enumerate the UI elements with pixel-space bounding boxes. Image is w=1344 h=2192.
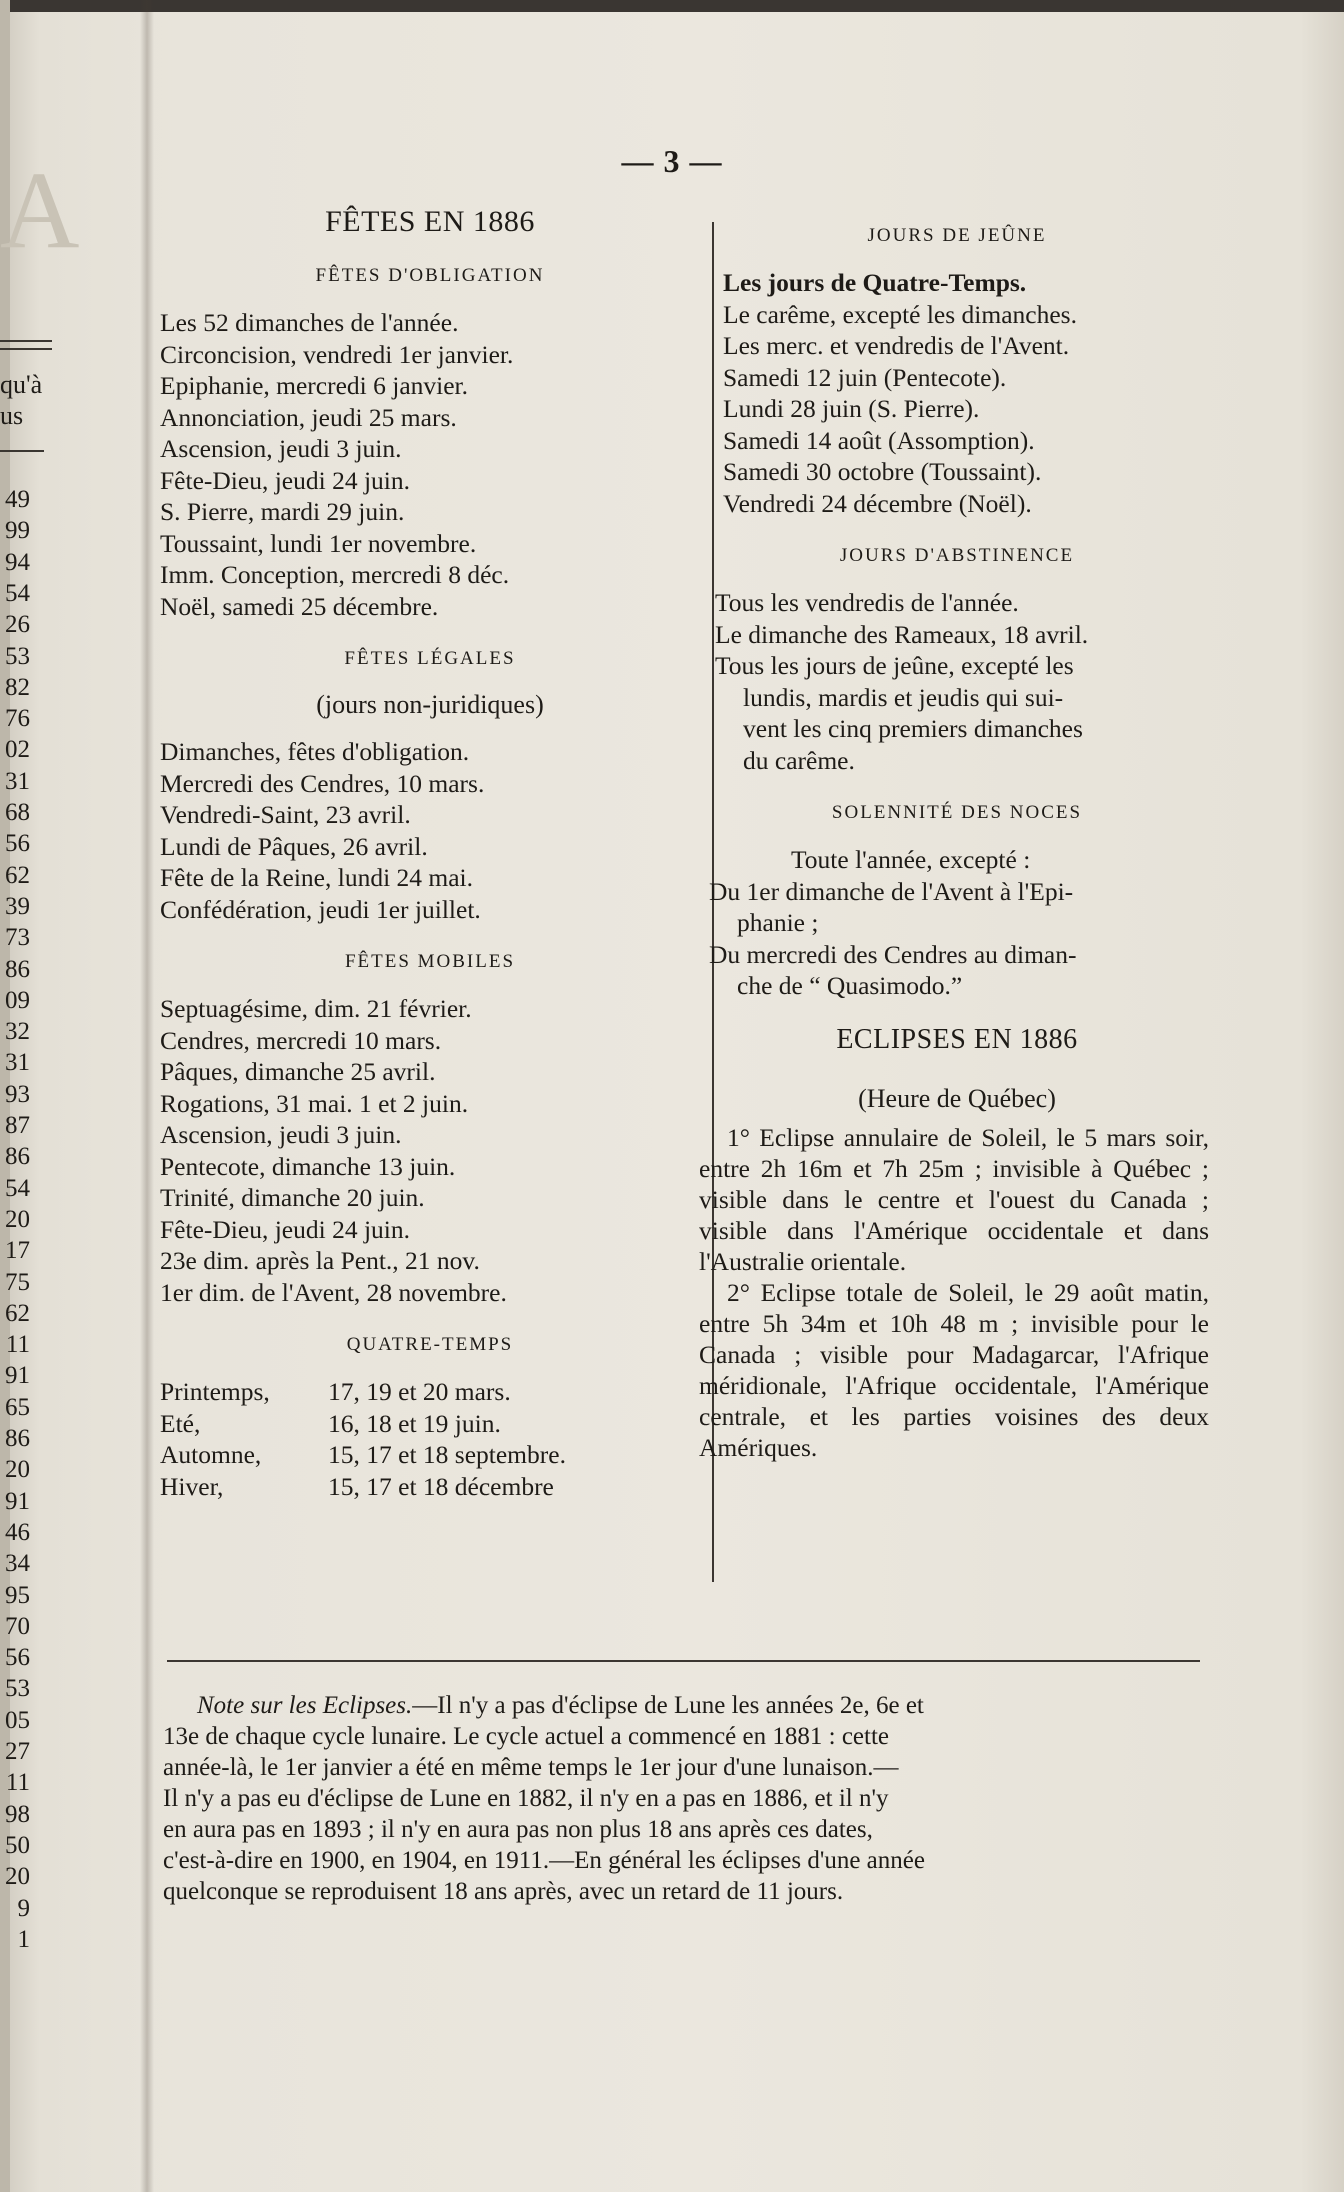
note-line: année-là, le 1er janvier a été en même temps le 1er jour d'une lunaison.—	[163, 1754, 899, 1781]
table-row	[160, 1376, 700, 1408]
list-item: Du 1er dimanche de l'Avent à l'Epi-	[709, 876, 1074, 906]
strip-number: 20	[5, 1456, 30, 1484]
list-item: Ascension, jeudi 3 juin.	[160, 434, 402, 463]
strip-number: 62	[5, 861, 30, 889]
strip-number: 11	[5, 1331, 30, 1359]
page-number: — 3 —	[621, 143, 723, 179]
dates-cell: 15, 17 et 18 décembre	[328, 1471, 554, 1501]
abstinence-heading: JOURS D'ABSTINENCE	[839, 545, 1075, 566]
strip-rule	[0, 340, 52, 342]
strip-number: 05	[5, 1706, 30, 1734]
list-item: phanie ;	[737, 908, 819, 937]
list-item: Tous les jours de jeûne, excepté les	[715, 651, 1074, 680]
strip-number: 31	[5, 1049, 30, 1077]
strip-number: 26	[5, 611, 30, 639]
list-item: Circoncision, vendredi 1er janvier.	[160, 339, 514, 369]
eclipses-subtitle: (Heure de Québec)	[858, 1083, 1056, 1113]
jeune-heading: JOURS DE JEÛNE	[867, 225, 1047, 246]
list-item: Samedi 30 octobre (Toussaint).	[723, 457, 1042, 486]
noces-intro: Toute l'année, excepté :	[791, 845, 1031, 874]
season-cell: Automne,	[160, 1440, 262, 1469]
obligation-heading: FÊTES D'OBLIGATION	[315, 265, 545, 286]
list-item: Trinité, dimanche 20 juin.	[160, 1183, 425, 1212]
previous-page-strip	[0, 0, 80, 2192]
strip-number: 53	[5, 642, 30, 670]
list-item: Le dimanche des Rameaux, 18 avril.	[715, 619, 1089, 649]
section-rule	[167, 1660, 1200, 1662]
page-top-edge	[0, 0, 1344, 12]
strip-number: 54	[5, 579, 30, 607]
list-item: Lundi de Pâques, 26 avril.	[160, 831, 428, 861]
strip-number: 75	[5, 1268, 30, 1296]
list-item: 1er dim. de l'Avent, 28 novembre.	[160, 1277, 507, 1307]
strip-number: 49	[5, 486, 30, 513]
strip-number: 11	[5, 1769, 30, 1797]
list-item: Rogations, 31 mai. 1 et 2 juin.	[160, 1088, 469, 1118]
note-text: —Il n'y a pas d'éclipse de Lune les années 2e, 6e et	[412, 1692, 924, 1719]
list-item: Tous les vendredis de l'année.	[715, 588, 1019, 617]
strip-number: 02	[5, 736, 30, 764]
strip-number: 76	[5, 705, 30, 733]
list-item: Noël, samedi 25 décembre.	[160, 591, 439, 621]
legales-heading: FÊTES LÉGALES	[344, 648, 516, 669]
eclipse-paragraph: 1° Eclipse annulaire de Soleil, le 5 mars soir, entre 2h 16m et 7h 25m ; invisible à Québec ; visible dans le centre et l'ouest du Canada ; visible dans l'Amérique occidentale et dans l'Australie orientale.	[699, 1122, 1209, 1276]
list-item: du carême.	[743, 745, 855, 775]
note-line: 13e de chaque cycle lunaire. Le cycle actuel a commencé en 1881 : cette	[163, 1723, 890, 1750]
page-fold-shadow	[140, 0, 154, 2192]
strip-number: 1	[17, 1925, 30, 1953]
list-item: Annonciation, jeudi 25 mars.	[160, 402, 457, 432]
table-row	[160, 1408, 700, 1440]
eclipses-title: ECLIPSES EN 1886	[836, 1023, 1078, 1055]
strip-number: 70	[5, 1612, 30, 1640]
strip-number: 20	[5, 1205, 30, 1233]
strip-number: 31	[5, 767, 30, 795]
strip-number: 86	[5, 1425, 30, 1452]
dates-cell: 16, 18 et 19 juin.	[328, 1408, 501, 1438]
strip-number: 34	[5, 1550, 30, 1578]
strip-number: 20	[5, 1863, 30, 1891]
strip-rule	[0, 450, 44, 452]
quatre-temps-table	[160, 1376, 700, 1502]
strip-rule	[0, 348, 52, 350]
list-item: S. Pierre, mardi 29 juin.	[160, 497, 405, 526]
dates-cell: 15, 17 et 18 septembre.	[328, 1440, 566, 1469]
list-item: Confédération, jeudi 1er juillet.	[160, 894, 481, 924]
strip-number: 98	[5, 1800, 30, 1828]
list-item: Septuagésime, dim. 21 février.	[160, 994, 472, 1023]
strip-number: 65	[5, 1393, 30, 1421]
note-line: c'est-à-dire en 1900, en 1904, en 1911.—En général les éclipses d'une année	[163, 1847, 925, 1874]
strip-number: 62	[5, 1299, 30, 1327]
obligation-list	[160, 307, 700, 622]
strip-number: 87	[5, 1112, 30, 1139]
strip-number: 86	[5, 955, 30, 983]
strip-text: qu'à	[0, 370, 43, 399]
list-item: Les jours de Quatre-Temps.	[723, 268, 1027, 297]
strip-number: 50	[5, 1831, 30, 1859]
strip-number: 93	[5, 1080, 30, 1108]
list-item: Dimanches, fêtes d'obligation.	[160, 737, 470, 766]
strip-number: 9	[17, 1894, 30, 1922]
list-item: Pentecote, dimanche 13 juin.	[160, 1151, 456, 1181]
season-cell: Hiver,	[160, 1471, 224, 1501]
legales-list	[160, 736, 700, 925]
list-item: Le carême, excepté les dimanches.	[723, 299, 1077, 329]
note-line	[163, 1690, 1203, 1721]
list-item: Samedi 12 juin (Pentecote).	[723, 362, 1007, 392]
note-line: quelconque se reproduisent 18 ans après, avec un retard de 11 jours.	[163, 1878, 844, 1905]
strip-number: 54	[5, 1174, 30, 1202]
list-item: Samedi 14 août (Assomption).	[723, 425, 1035, 455]
table-row	[160, 1471, 700, 1503]
list-item: Fête-Dieu, jeudi 24 juin.	[160, 465, 410, 495]
strip-number: 73	[5, 924, 30, 952]
list-item: Ascension, jeudi 3 juin.	[160, 1120, 402, 1149]
list-item: Imm. Conception, mercredi 8 déc.	[160, 560, 510, 589]
legales-subheading: (jours non-juridiques)	[316, 690, 544, 719]
note-line: Il n'y a pas eu d'éclipse de Lune en 1882, il n'y en a pas en 1886, et il n'y	[163, 1785, 889, 1812]
list-item: 23e dim. après la Pent., 21 nov.	[160, 1246, 480, 1275]
list-item: Lundi 28 juin (S. Pierre).	[723, 394, 980, 423]
bleed-letter: A	[0, 149, 80, 271]
strip-number: 99	[5, 517, 30, 545]
strip-number: 94	[5, 548, 30, 576]
strip-number: 56	[5, 830, 30, 858]
noces-list	[697, 844, 1217, 1002]
note-line: en aura pas en 1893 ; il n'y en aura pas non plus 18 ans après ces dates,	[163, 1816, 873, 1843]
list-item: vent les cinq premiers dimanches	[743, 714, 1083, 743]
strip-number: 17	[5, 1237, 30, 1265]
list-item: che de “ Quasimodo.”	[737, 971, 963, 1000]
eclipse-note	[163, 1690, 1203, 1907]
list-item: Les 52 dimanches de l'année.	[160, 308, 459, 337]
strip-text: us	[0, 401, 24, 430]
list-item: Toussaint, lundi 1er novembre.	[160, 528, 477, 558]
strip-number: 56	[5, 1644, 30, 1672]
strip-number: 46	[5, 1518, 30, 1546]
fetes-title: FÊTES EN 1886	[325, 205, 535, 238]
right-column	[697, 215, 1217, 1463]
strip-number: 82	[5, 673, 30, 701]
strip-number: 68	[5, 799, 30, 826]
note-title: Note sur les Eclipses.	[197, 1692, 413, 1719]
quatre-temps-heading: QUATRE-TEMPS	[346, 1334, 514, 1355]
strip-number: 39	[5, 892, 30, 920]
list-item: Vendredi 24 décembre (Noël).	[723, 488, 1032, 518]
strip-number: 95	[5, 1581, 30, 1609]
list-item: Fête-Dieu, jeudi 24 juin.	[160, 1214, 410, 1244]
eclipses-body	[697, 1122, 1209, 1463]
list-item: Mercredi des Cendres, 10 mars.	[160, 768, 485, 798]
list-item: Cendres, mercredi 10 mars.	[160, 1025, 442, 1055]
eclipse-paragraph: 2° Eclipse totale de Soleil, le 29 août matin, entre 5h 34m et 10h 48 m ; invisible pour le Canada ; visible pour Madagarcar, l'Afrique méridionale, l'Afrique occidentale, l'Amérique centrale, et les parties voisines des deux Amériques.	[699, 1277, 1209, 1462]
left-column	[160, 205, 700, 1502]
strip-number: 86	[5, 1143, 30, 1171]
abstinence-list	[697, 587, 1217, 776]
strip-number: 91	[5, 1362, 30, 1390]
list-item: Epiphanie, mercredi 6 janvier.	[160, 371, 469, 400]
jeune-list	[697, 267, 1217, 519]
list-item: Les merc. et vendredis de l'Avent.	[723, 331, 1070, 360]
strip-number: 27	[5, 1738, 30, 1765]
list-item: lundis, mardis et jeudis qui sui-	[743, 682, 1064, 712]
list-item: Vendredi-Saint, 23 avril.	[160, 800, 411, 829]
strip-number: 53	[5, 1675, 30, 1703]
list-item: Fête de la Reine, lundi 24 mai.	[160, 863, 474, 892]
list-item: Pâques, dimanche 25 avril.	[160, 1057, 436, 1086]
strip-number: 91	[5, 1487, 30, 1515]
strip-number: 09	[5, 986, 30, 1014]
noces-heading: SOLENNITÉ DES NOCES	[831, 802, 1083, 823]
table-row	[160, 1439, 700, 1471]
season-cell: Eté,	[160, 1408, 201, 1438]
season-cell: Printemps,	[160, 1377, 270, 1406]
dates-cell: 17, 19 et 20 mars.	[328, 1377, 511, 1406]
list-item: Du mercredi des Cendres au diman-	[709, 939, 1077, 969]
mobiles-heading: FÊTES MOBILES	[344, 951, 516, 972]
strip-number: 32	[5, 1018, 30, 1046]
mobiles-list	[160, 993, 700, 1308]
